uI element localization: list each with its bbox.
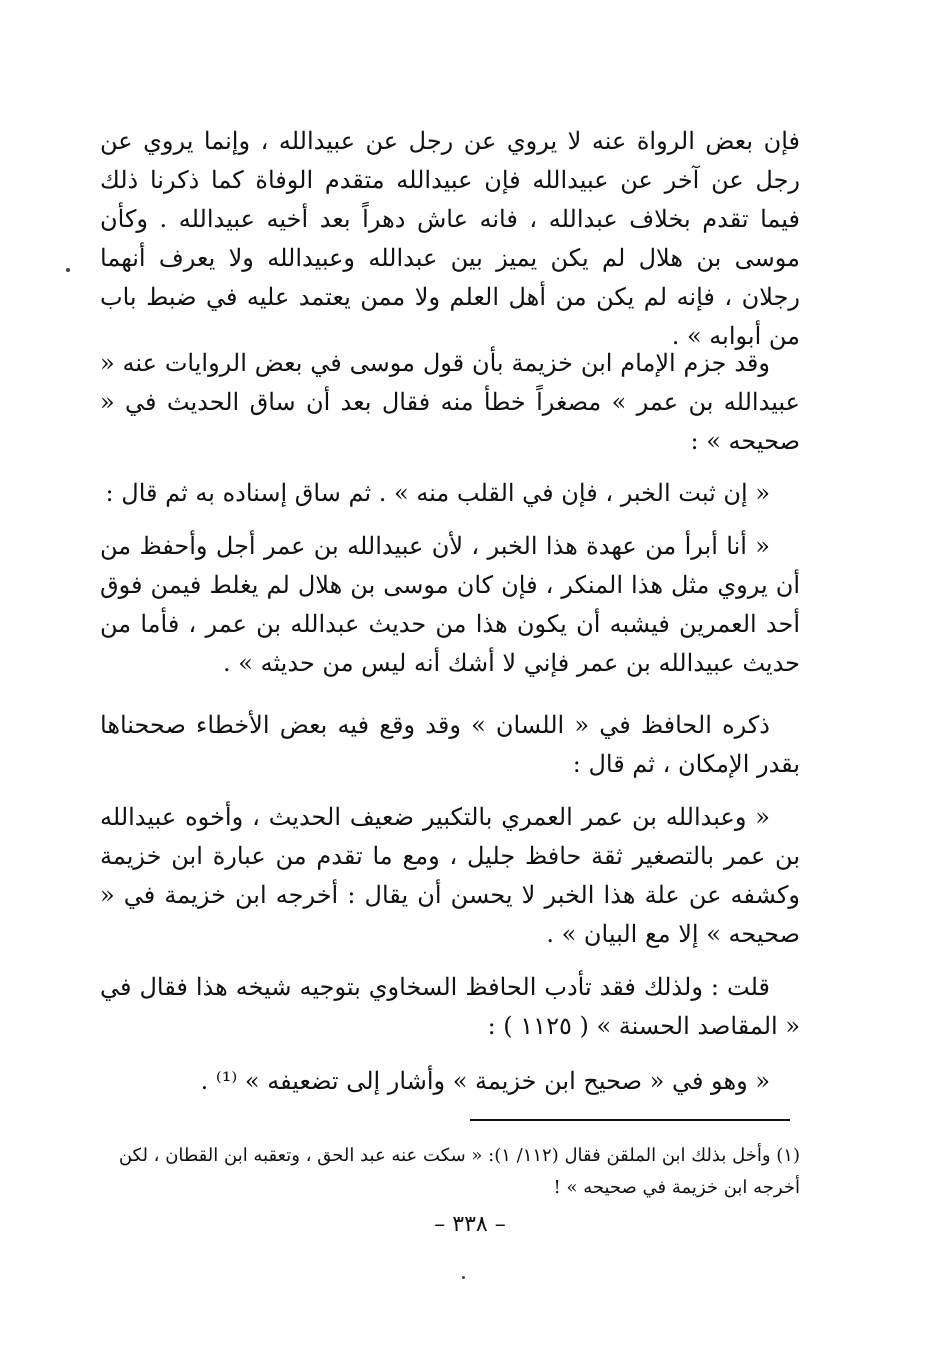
paragraph-6: « وعبدالله بن عمر العمري بالتكبير ضعيف الحديث ، وأخوه عبيدالله بن عمر بالتصغير ثقة حافظ جليل ، ومع ما تقدم من عبارة ابن خزيمة وكشفه عن علة هذا الخبر لا يحسن أن يقال : أخرجه ابن خزيمة في « صحيحه » إلا مع البيان » . [100, 803, 800, 948]
paragraph-5: ذكره الحافظ في « اللسان » وقد وقع فيه بعض الأخطاء صححناها بقدر الإمكان ، ثم قال : [100, 711, 800, 778]
paragraph-1: فإن بعض الرواة عنه لا يروي عن رجل عن عبيدالله ، وإنما يروي عن رجل عن آخر عن عبيدالله فإن عبيدالله متقدم الوفاة كما ذكرنا ذلك فيما تقدم بخلاف عبدالله ، فانه عاش دهراً بعد أخيه عبيدالله . وكأن موسى بن هلال لم يكن يميز بين عبدالله وعبيدالله ولا يعرف أنهما رجلان ، فإنه لم يكن من أهل العلم ولا ممن يعتمد عليه في ضبط باب من أبوابه » . [100, 127, 800, 350]
scan-speck [462, 1276, 465, 1279]
scan-speck [66, 268, 70, 272]
paragraph-8: « وهو في « صحيح ابن خزيمة » وأشار إلى تضعيفه » ⁽¹⁾ . [200, 1067, 770, 1095]
footnote-separator [470, 1119, 790, 1121]
paragraph-7: قلت : ولذلك فقد تأدب الحافظ السخاوي بتوجيه شيخه هذا فقال في « المقاصد الحسنة » ( ١١٢٥ ) : [100, 973, 800, 1040]
paragraph-4: « أنا أبرأ من عهدة هذا الخبر ، لأن عبيدالله بن عمر أجل وأحفظ من أن يروي مثل هذا المنكر ، فإن كان موسى بن هلال لم يغلط فيمن فوق أحد العمرين فيشبه أن يكون هذا من حديث عبدالله بن عمر ، فأما من حديث عبيدالله بن عمر فإني لا أشك أنه ليس من حديثه » . [100, 532, 800, 677]
footnote: (١) وأخل بذلك ابن الملقن فقال (١١٢/ ١): « سكت عنه عبد الحق ، وتعقبه ابن القطان ، لكن أخرجه ابن خزيمة في صحيحه » ! [118, 1145, 800, 1198]
paragraph-3: « إن ثبت الخبر ، فإن في القلب منه » . ثم ساق إسناده به ثم قال : [105, 479, 770, 507]
paragraph-2: وقد جزم الإمام ابن خزيمة بأن قول موسى في بعض الروايات عنه « عبيدالله بن عمر » مصغراً خطأ منه فقال بعد أن ساق الحديث في « صحيحه » : [100, 349, 800, 455]
page-number: – ٣٣٨ – [434, 1212, 506, 1237]
